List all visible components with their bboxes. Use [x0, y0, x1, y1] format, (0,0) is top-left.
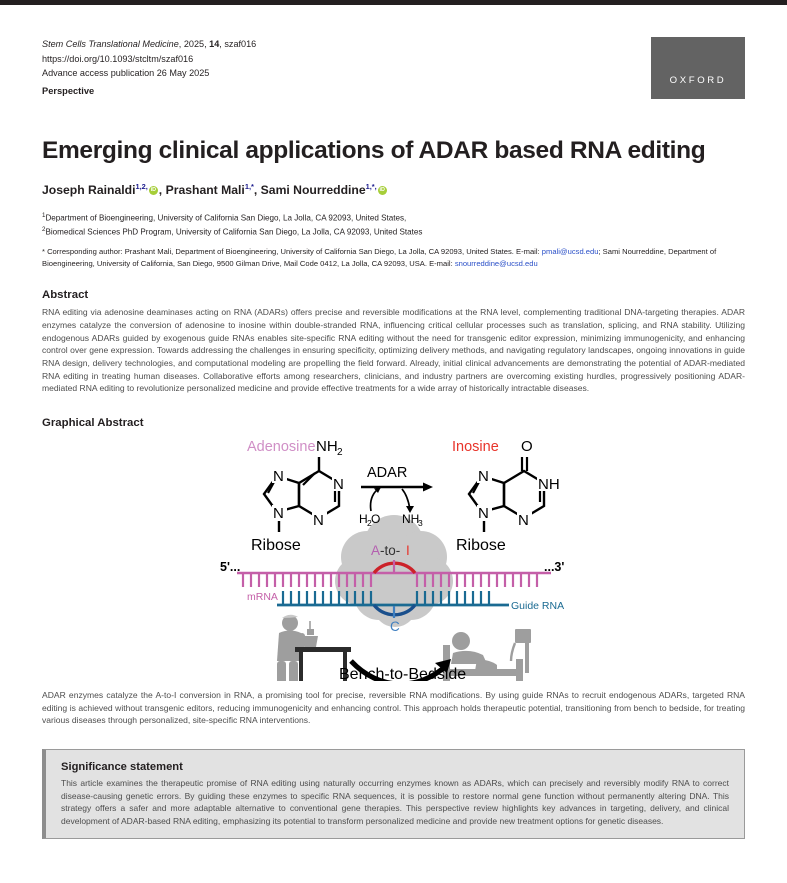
bench-to-bedside-label: Bench-to-Bedside [338, 665, 466, 681]
adenosine-label: Adenosine [246, 438, 316, 455]
author-entry [261, 183, 388, 197]
inosine-structure [452, 438, 560, 554]
water-label: H [358, 511, 368, 526]
author-affil-marker: 1,*, [365, 181, 377, 191]
author-list [42, 182, 745, 199]
author-affil-marker: 1,* [244, 181, 254, 191]
significance-statement-heading: Significance statement [61, 760, 183, 773]
graphical-abstract-figure [42, 433, 745, 681]
author-sep-1: , [158, 182, 166, 197]
nitrogen-label: N [517, 511, 529, 529]
correspondence-note [42, 246, 745, 269]
ammonia-label: NH [401, 511, 419, 526]
journal-volume: 14 [209, 39, 220, 49]
author-name: Prashant Mali [165, 182, 245, 197]
article-page [0, 5, 787, 883]
orcid-icon[interactable] [378, 186, 387, 195]
author-sep-2: , [253, 182, 261, 197]
graphical-abstract-caption: ADAR enzymes catalyze the A-to-I conversion in RNA, a promising tool for precise, reversible RNA modifications. By using guide RNAs to recruit endogenous ADARs, targeted RNA editing is achieved without transgenic editors, reducing immunogenicity and enhancing control. This approach holds therapeutic potential, transitioning from bench to bedside, for treating various diseases through personalized, site-specific RNA interventions. [42, 689, 745, 726]
page-title: Emerging clinical applications of ADAR based RNA editing [42, 137, 706, 165]
affiliations [42, 211, 745, 239]
three-prime-label: ...3' [543, 559, 564, 574]
mrna-label: mRNA [246, 590, 278, 603]
a-to-i-connector: -to- [379, 542, 400, 558]
oxford-university-press-logo [651, 37, 745, 99]
advance-access-date: Advance access publication 26 May 2025 [42, 68, 210, 79]
doi-link[interactable]: https://doi.org/10.1093/stcltm/szaf016 [42, 53, 194, 64]
correspondence-text-2: ; Sami Nourreddine, Department of Bioengineering, University of California, San Diego, 9500 Gilman Drive, Mail Code 0412, La Jolla, CA 92093, USA. E-mail: [42, 247, 717, 268]
author-name: Joseph Rainaldi [42, 182, 136, 197]
adar-enzyme-label: ADAR [366, 464, 407, 481]
author-entry [42, 183, 159, 197]
nitrogen-label: N [477, 467, 489, 485]
guide-rna-label: Guide RNA [510, 599, 564, 612]
ribose-label-left: Ribose [250, 536, 301, 554]
abstract-text: RNA editing via adenosine deaminases acting on RNA (ADARs) offers precise and reversible modifications at the RNA level, complementing traditional DNA-targeting therapies. ADAR enzymes catalyze the conversion of adenosine to inosine within double-stranded RNA, influencing critical cellular processes such as translation, splicing, and RNA stability. Utilizing endogenous ADARs guided by exogenous guide RNAs enables site-specific RNA editing without the need for transgenic editor expression, minimizing immunogenicity, and enhancing control over gene expression. Towards addressing the challenges in ensuring specificity, optimizing delivery methods, and navigating regulatory landscapes, ongoing innovations in guide RNA design, delivery technologies, and computational modeling are propelling the field forward. Already, initial clinical advancements are demonstrating the potential of ADAR-mediated RNA editing in treating human diseases. Collaborative efforts among researchers, clinicians, and industry partners are overcoming existing hurdles, progressively positioning ADAR-mediated RNA editing to revolutionize personalized medicine and provide effective treatments for a wide array of historically intractable diseases. [42, 307, 745, 394]
nitrogen-label: N [312, 511, 324, 529]
affiliation-text: Biomedical Sciences PhD Program, University of California San Diego, La Jolla, CA 92093, United States [45, 227, 423, 237]
affiliation-item [42, 225, 745, 239]
affiliation-marker: 2 [42, 225, 46, 233]
nitrogen-label: N [332, 475, 344, 493]
orcid-icon[interactable] [149, 186, 158, 195]
adar-editing-schematic [219, 433, 569, 681]
nitrogen-label: N [272, 504, 284, 522]
journal-info [42, 37, 256, 99]
oxford-logo-text: OXFORD [669, 75, 727, 86]
correspondence-text-1: * Corresponding author: Prashant Mali, Department of Bioengineering, University of California San Diego, La Jolla, CA 92093, United States. E-mail: [42, 247, 542, 257]
water-subscript: 2 [366, 517, 372, 528]
affiliation-text: Department of Bioengineering, University of California San Diego, La Jolla, CA 92093, United States, [45, 213, 407, 223]
article-type-label: Perspective [42, 86, 95, 97]
adenosine-structure [247, 438, 347, 554]
masthead [42, 5, 745, 99]
adenosine-amine-subscript: 2 [336, 446, 343, 458]
journal-citation-line [42, 37, 256, 52]
significance-statement-text: This article examines the therapeutic promise of RNA editing using naturally occurring enzymes known as ADARs, which can precisely and reversibly modify RNA to correct disease-causing genetic errors. By guiding these enzymes to specific RNA sequences, it is possible to restore normal gene function without permanently altering DNA. This strategy offers a safer and more adaptable alternative to conventional gene therapies. This perspective review highlights key advances in targeting, delivery, and clinical development of ADAR-based RNA editing, emphasizing its potential to transform personalized medicine and provide new treatment options for genetic diseases. [61, 777, 729, 827]
abstract-heading: Abstract [42, 289, 89, 302]
nh-label: NH [537, 475, 560, 493]
journal-sep2: , [204, 39, 210, 49]
ribose-label-right: Ribose [455, 536, 506, 554]
journal-sep3: , [219, 39, 225, 49]
adenosine-amine-label: NH [315, 437, 338, 455]
journal-name: Stem Cells Translational Medicine [42, 39, 179, 49]
graphical-abstract-heading: Graphical Abstract [42, 416, 144, 429]
inosine-oxygen-label: O [520, 437, 533, 455]
water-oxygen-label: O [370, 511, 380, 526]
affiliation-marker: 1 [42, 211, 46, 219]
inosine-label: Inosine [451, 438, 499, 455]
journal-year: 2025 [183, 39, 205, 49]
guide-base-c-label: C [389, 618, 400, 634]
significance-statement-box [42, 749, 745, 839]
author-name: Sami Nourreddine [260, 182, 366, 197]
ammonia-subscript: 3 [417, 517, 423, 528]
a-to-i-inosine: I [405, 542, 410, 558]
author-affil-marker: 1,2, [135, 181, 148, 191]
corresponding-email-2[interactable]: snourreddine@ucsd.edu [454, 258, 538, 268]
five-prime-label: 5'... [219, 559, 240, 574]
nitrogen-label: N [477, 504, 489, 522]
affiliation-item [42, 211, 745, 225]
a-to-i-adenosine: A [370, 542, 380, 558]
flask-icon [303, 621, 318, 647]
corresponding-email-1[interactable]: pmali@ucsd.edu [541, 247, 599, 257]
author-entry [166, 183, 254, 197]
journal-citation-sep: , [178, 39, 184, 49]
nitrogen-label: N [272, 467, 284, 485]
journal-article-id: szaf016 [224, 39, 257, 49]
